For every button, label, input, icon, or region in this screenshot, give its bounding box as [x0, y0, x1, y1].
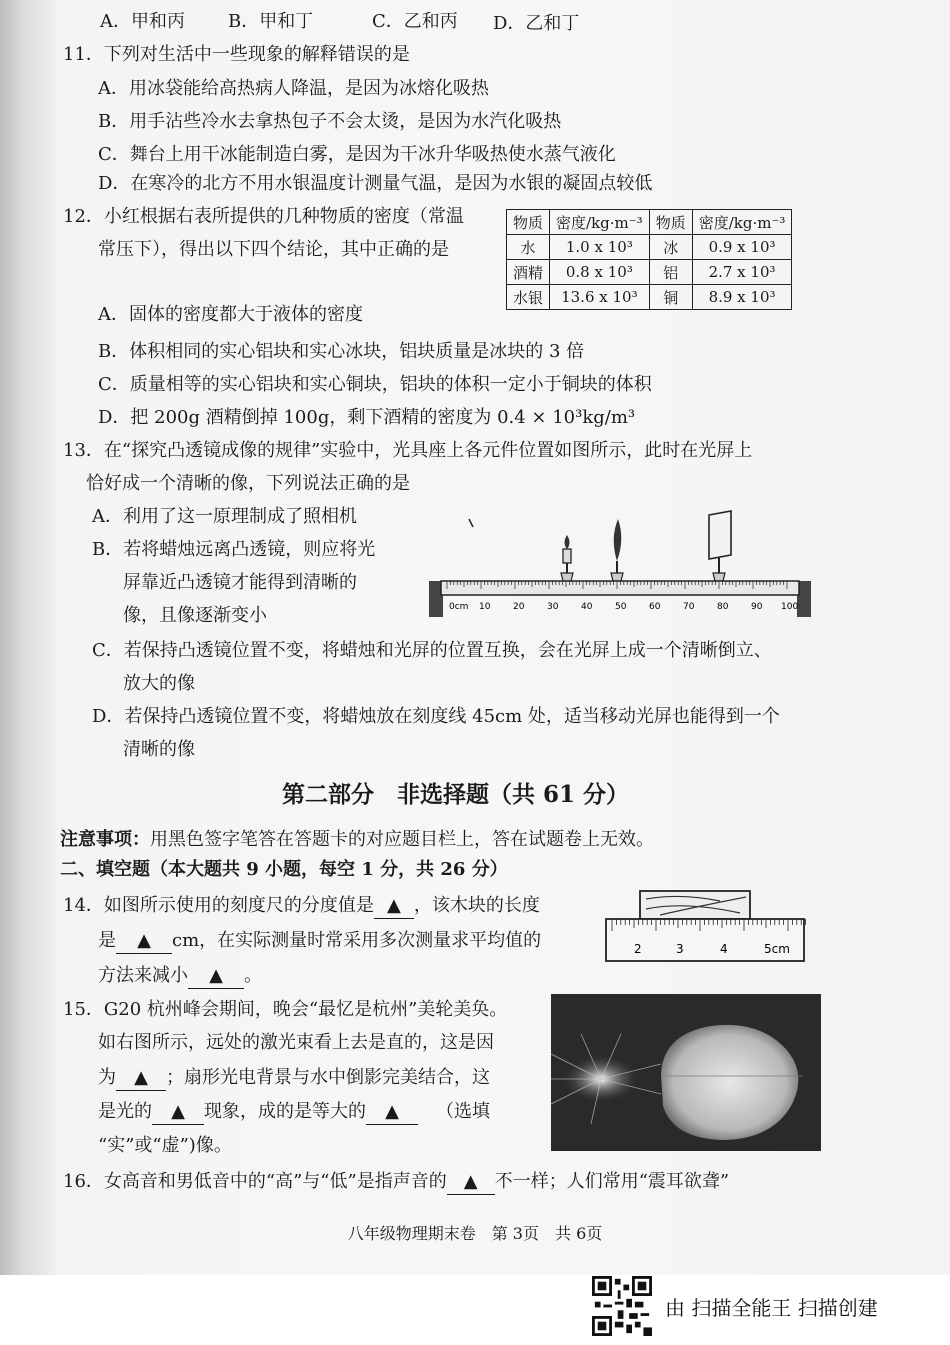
q14-text: 。: [244, 965, 262, 986]
answer-blank: ▲: [374, 894, 414, 919]
g20-night-photo: [551, 994, 821, 1151]
wood-block: [640, 891, 750, 919]
table-row: [507, 260, 792, 285]
bench-label: 10: [479, 602, 491, 612]
candle: [563, 549, 571, 563]
bench-label: 70: [683, 602, 695, 612]
page-footer: 八年级物理期末卷 第 3页 共 6页: [347, 1224, 603, 1243]
q10-option-d: D．乙和丁: [493, 13, 580, 34]
answer-blank: ▲: [116, 929, 172, 954]
section-heading: 二、填空题（本大题共 9 小题，每空 1 分，共 26 分）: [60, 859, 508, 880]
q12-option-b: B．体积相同的实心铝块和实心冰块，铝块质量是冰块的 3 倍: [98, 341, 585, 362]
q12-stem-line2: 常压下），得出以下四个结论，其中正确的是: [98, 239, 449, 260]
q15-text: ；扇形光电背景与水中倒影完美结合，这: [166, 1067, 490, 1088]
answer-blank: ▲: [447, 1170, 495, 1195]
bench-label: 20: [513, 602, 525, 612]
q14-line1: [63, 894, 540, 919]
ruler-figure: [600, 887, 810, 965]
q14-text: 是: [98, 930, 116, 951]
bench-label: 90: [751, 602, 763, 612]
q13-stem-line1: 13．在“探究凸透镜成像的规律”实验中，光具座上各元件位置如图所示，此时在光屏上: [63, 440, 753, 461]
ruler-label: 5cm: [764, 942, 790, 956]
table-cell: 酒精: [507, 260, 550, 285]
q10-option-c: C．乙和丙: [372, 11, 458, 32]
part2-title: 第二部分 非选择题（共 61 分）: [282, 781, 630, 808]
notice-label: 注意事项：: [60, 829, 150, 850]
q14-text: cm，在实际测量时常采用多次测量求平均值的: [172, 930, 542, 951]
q16-text: 不一样；人们常用“震耳欲聋”: [494, 1171, 730, 1192]
q11-option-a: A．用冰袋能给高热病人降温，是因为冰熔化吸热: [98, 78, 489, 99]
table-cell: 0.9 x 10³: [692, 235, 792, 260]
qr-code-icon: [592, 1276, 652, 1336]
bench-label: 100: [781, 602, 799, 612]
ruler-label: 3: [676, 942, 684, 956]
table-cell: 1.0 x 10³: [550, 235, 650, 260]
table-header-cell: 密度/kg·m⁻³: [550, 210, 650, 235]
bench-label: 60: [649, 602, 661, 612]
q13-option-a: A．利用了这一原理制成了照相机: [92, 506, 357, 527]
q11-stem: 11．下列对生活中一些现象的解释错误的是: [63, 44, 410, 65]
table-cell: 冰: [649, 235, 692, 260]
table-row: [507, 285, 792, 310]
q12-option-a: A．固体的密度都大于液体的密度: [98, 304, 363, 325]
ruler-label: 4: [720, 942, 728, 956]
ruler-label: 2: [634, 942, 642, 956]
notice-text: 用黑色签字笔答在答题卡的对应题目栏上，答在试题卷上无效。: [150, 829, 654, 850]
scanner-watermark: 由 扫描全能王 扫描创建: [665, 1296, 878, 1320]
convex-lens: [614, 519, 622, 561]
table-cell: 铜: [649, 285, 692, 310]
q12-option-c: C．质量相等的实心铝块和实心铜块，铝块的体积一定小于铜块的体积: [98, 374, 652, 395]
q13-option-b-line2: 屏靠近凸透镜才能得到清晰的: [123, 572, 357, 593]
q15-line2: 如右图所示，远处的激光束看上去是直的，这是因: [98, 1032, 494, 1053]
q14-line3: [98, 964, 262, 989]
light-screen: [709, 511, 731, 559]
q15-text: 为: [98, 1067, 116, 1088]
q12-option-d: D．把 200g 酒精倒掉 100g，剩下酒精的密度为 0.4 × 10³kg/m³: [98, 407, 636, 428]
q16-text: 16．女高音和男低音中的“高”与“低”是指声音的: [63, 1171, 447, 1192]
q14-text: 14．如图所示使用的刻度尺的分度值是: [63, 895, 374, 916]
table-header-cell: 物质: [649, 210, 692, 235]
table-header-cell: 物质: [507, 210, 550, 235]
bench-label: 50: [615, 602, 627, 612]
table-row: [507, 235, 792, 260]
q13-option-d-line2: 清晰的像: [123, 739, 195, 760]
table-cell: 铝: [649, 260, 692, 285]
answer-blank: ▲: [152, 1100, 204, 1125]
bench-label: 30: [547, 602, 559, 612]
q15-line3: [98, 1066, 490, 1091]
bench-label: 40: [581, 602, 593, 612]
table-header-row: [507, 210, 792, 235]
table-cell: 水银: [507, 285, 550, 310]
table-cell: 2.7 x 10³: [692, 260, 792, 285]
table-cell: 0.8 x 10³: [550, 260, 650, 285]
q15-line5: “实”或“虚”)像。: [98, 1135, 232, 1156]
q14-line2: [98, 929, 541, 954]
q10-option-a: A．甲和丙: [100, 11, 185, 32]
q11-option-c: C．舞台上用干冰能制造白雾，是因为干冰升华吸热使水蒸气液化: [98, 144, 616, 165]
table-cell: 13.6 x 10³: [550, 285, 650, 310]
q14-text: ，该木块的长度: [413, 895, 540, 916]
q13-option-b-line3: 像，且像逐渐变小: [123, 605, 267, 626]
q13-option-c-line2: 放大的像: [123, 673, 195, 694]
bench-label: 0cm: [449, 602, 469, 612]
q15-line4: [98, 1100, 490, 1125]
q13-stem-line2: 恰好成一个清晰的像，下列说法正确的是: [86, 473, 410, 494]
scan-shadow: [0, 0, 60, 1275]
candle-flame: [565, 535, 570, 549]
q15-text: 现象，成的是等大的: [204, 1101, 366, 1122]
notice: [60, 828, 654, 852]
q15-text: 是光的: [98, 1101, 152, 1122]
table-header-cell: 密度/kg·m⁻³: [692, 210, 792, 235]
q15-text: （选填: [436, 1101, 490, 1122]
answer-blank: ▲: [116, 1066, 166, 1091]
optical-bench-figure: [425, 505, 815, 620]
answer-blank: ▲: [366, 1100, 418, 1125]
q16-line1: [63, 1170, 729, 1195]
q10-option-b: B．甲和丁: [228, 11, 314, 32]
answer-blank: ▲: [188, 964, 244, 989]
q12-stem-line1: 12．小红根据右表所提供的几种物质的密度（常温: [63, 206, 464, 227]
q11-option-b: B．用手沾些冷水去拿热包子不会太烫，是因为水汽化吸热: [98, 111, 562, 132]
q11-option-d: D．在寒冷的北方不用水银温度计测量气温，是因为水银的凝固点较低: [98, 173, 653, 194]
table-cell: 水: [507, 235, 550, 260]
table-cell: 8.9 x 10³: [692, 285, 792, 310]
q13-option-b-line1: B．若将蜡烛远离凸透镜，则应将光: [92, 539, 376, 560]
q14-text: 方法来减小: [98, 965, 188, 986]
bench-label: 80: [717, 602, 729, 612]
density-table: [506, 209, 792, 310]
q13-option-d-line1: D．若保持凸透镜位置不变，将蜡烛放在刻度线 45cm 处，适当移动光屏也能得到一个: [92, 706, 780, 727]
q13-option-c-line1: C．若保持凸透镜位置不变，将蜡烛和光屏的位置互换，会在光屏上成一个清晰倒立、: [92, 640, 772, 661]
q15-line1: 15．G20 杭州峰会期间，晚会“最忆是杭州”美轮美奂。: [63, 999, 508, 1020]
